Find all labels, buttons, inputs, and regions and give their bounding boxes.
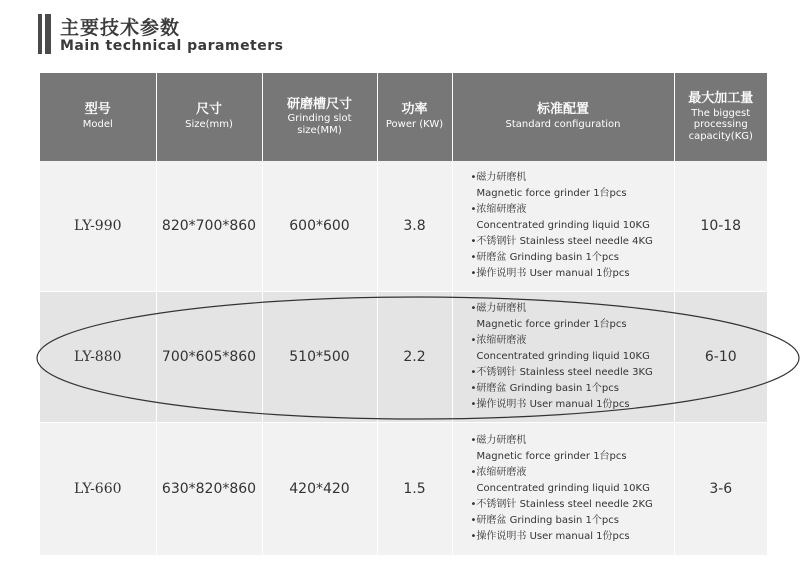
parameters-table [40, 73, 767, 555]
config-cell [452, 292, 674, 423]
header-max-capacity: 最大加工量 The biggest processing capacity(KG) [674, 73, 767, 161]
config-line: •操作说明书 User manual 1份pcs [470, 399, 630, 410]
config-line: •磁力研磨机 [470, 303, 527, 314]
slot-size-cell: 600*600 [262, 161, 377, 292]
size-cell: 820*700*860 [156, 161, 262, 292]
size-cell: 700*605*860 [156, 292, 262, 423]
title-accent-bar [38, 14, 42, 54]
power-cell: 3.8 [377, 161, 452, 292]
model-cell: LY-880 [40, 292, 156, 423]
config-line: •不锈钢针 Stainless steel needle 4KG [470, 236, 653, 247]
header-power: 功率 Power (KW) [377, 73, 452, 161]
config-line: •不锈钢针 Stainless steel needle 2KG [470, 499, 653, 510]
config-line: •磁力研磨机 [470, 435, 527, 446]
config-line: •磁力研磨机 [470, 172, 527, 183]
header-size: 尺寸 Size(mm) [156, 73, 262, 161]
config-line: Concentrated grinding liquid 10KG [476, 220, 650, 231]
config-line: •研磨盆 Grinding basin 1个pcs [470, 383, 619, 394]
table-row [40, 423, 767, 556]
config-list [471, 433, 674, 545]
capacity-cell: 6-10 [674, 292, 767, 423]
slot-size-cell: 510*500 [262, 292, 377, 423]
config-line: •研磨盆 Grinding basin 1个pcs [470, 515, 619, 526]
config-cell [452, 423, 674, 556]
table-header-row [40, 73, 767, 161]
header-model: 型号 Model [40, 73, 156, 161]
config-line: •浓缩研磨液 [470, 335, 527, 346]
config-line: •操作说明书 User manual 1份pcs [470, 531, 630, 542]
config-line: •不锈钢针 Stainless steel needle 3KG [470, 367, 653, 378]
config-line: •浓缩研磨液 [470, 467, 527, 478]
config-line: Concentrated grinding liquid 10KG [476, 483, 650, 494]
config-line: Concentrated grinding liquid 10KG [476, 351, 650, 362]
section-title-english: Main technical parameters [60, 38, 284, 54]
capacity-cell: 3-6 [674, 423, 767, 556]
table-row [40, 161, 767, 292]
config-list [471, 301, 674, 413]
slot-size-cell: 420*420 [262, 423, 377, 556]
header-standard-configuration: 标准配置 Standard configuration [452, 73, 674, 161]
model-cell: LY-990 [40, 161, 156, 292]
header-grinding-slot-size: 研磨槽尺寸 Grinding slot size(MM) [262, 73, 377, 161]
section-title-chinese: 主要技术参数 [60, 17, 181, 39]
config-line: Magnetic force grinder 1台pcs [476, 451, 627, 462]
power-cell: 1.5 [377, 423, 452, 556]
config-line: •研磨盆 Grinding basin 1个pcs [470, 252, 619, 263]
model-cell: LY-660 [40, 423, 156, 556]
config-line: Magnetic force grinder 1台pcs [476, 188, 627, 199]
config-line: •浓缩研磨液 [470, 204, 527, 215]
config-cell [452, 161, 674, 292]
power-cell: 2.2 [377, 292, 452, 423]
config-list [471, 170, 674, 282]
config-line: Magnetic force grinder 1台pcs [476, 319, 627, 330]
table-row [40, 292, 767, 423]
capacity-cell: 10-18 [674, 161, 767, 292]
title-accent-bar-thick [45, 14, 51, 54]
config-line: •操作说明书 User manual 1份pcs [470, 268, 630, 279]
size-cell: 630*820*860 [156, 423, 262, 556]
